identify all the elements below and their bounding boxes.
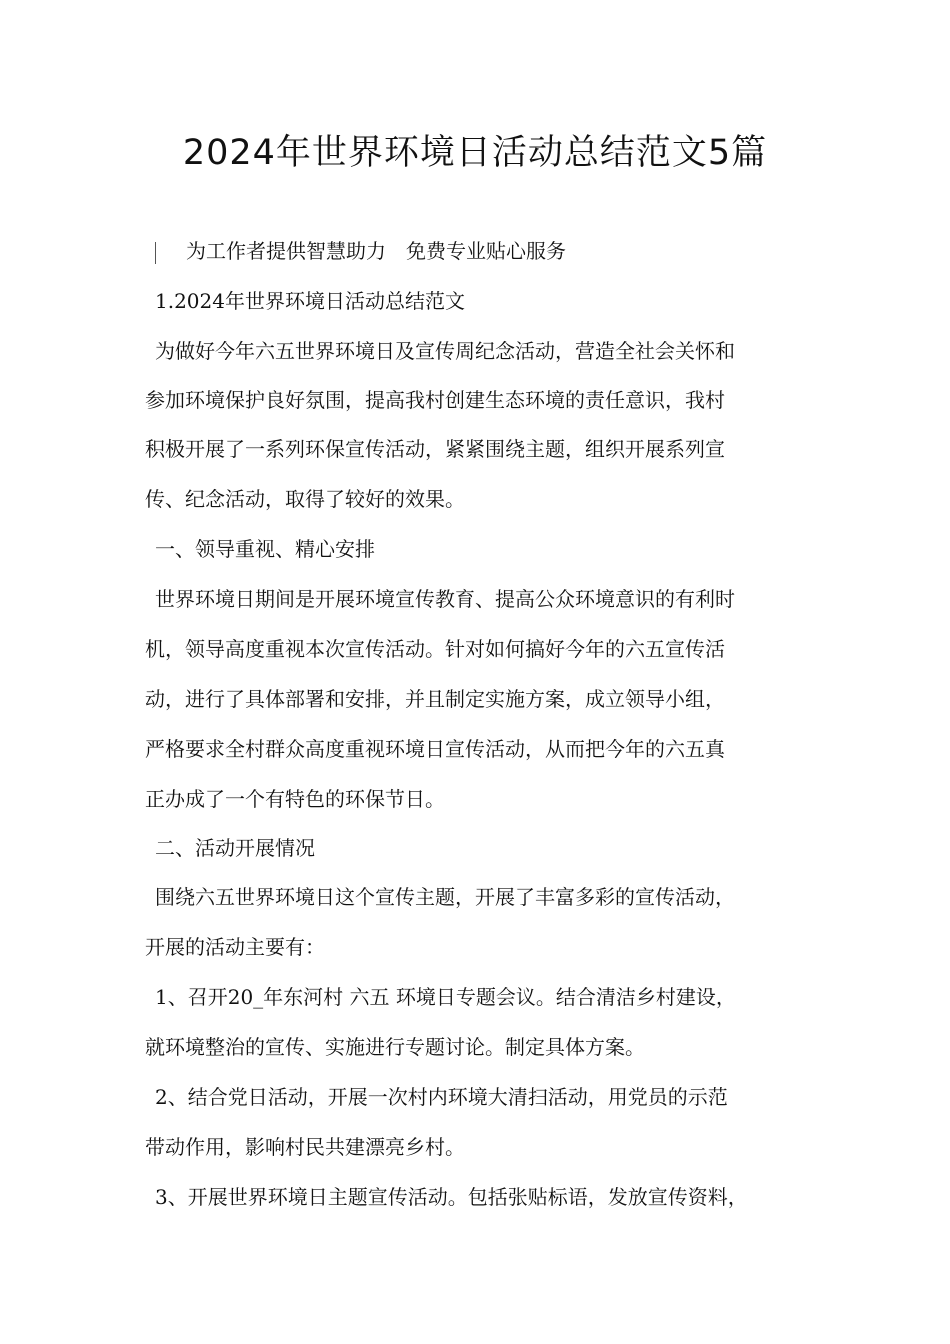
document-title: 2024年世界环境日活动总结范文5篇	[182, 133, 768, 173]
tagline-text: 为工作者提供智慧助力 免费专业贴心服务	[186, 239, 566, 263]
paragraph-line: 动，进行了具体部署和安排，并且制定实施方案，成立领导小组，	[145, 687, 725, 711]
paragraph-line: 传、纪念活动，取得了较好的效果。	[145, 487, 465, 511]
list-item: 1、召开20_年东河村 六五 环境日专题会议。结合清洁乡村建设，	[155, 985, 736, 1009]
paragraph-line: 世界环境日期间是开展环境宣传教育、提高公众环境意识的有利时	[155, 587, 735, 611]
paragraph-line: 正办成了一个有特色的环保节日。	[145, 787, 445, 811]
subheading-leadership: 一、领导重视、精心安排	[155, 537, 375, 561]
paragraph-line: 开展的活动主要有：	[145, 935, 325, 959]
section-heading-1: 1.2024年世界环境日活动总结范文	[155, 289, 465, 313]
paragraph-line: 机，领导高度重视本次宣传活动。针对如何搞好今年的六五宣传活	[145, 637, 725, 661]
list-item: 3、开展世界环境日主题宣传活动。包括张贴标语，发放宣传资料，	[155, 1185, 748, 1209]
list-item: 2、结合党日活动，开展一次村内环境大清扫活动，用党员的示范	[155, 1085, 728, 1109]
list-item-continuation: 带动作用，影响村民共建漂亮乡村。	[145, 1135, 465, 1159]
paragraph-line: 参加环境保护良好氛围，提高我村创建生态环境的责任意识，我村	[145, 388, 725, 412]
list-item-continuation: 就环境整治的宣传、实施进行专题讨论。制定具体方案。	[145, 1035, 645, 1059]
paragraph-line: 积极开展了一系列环保宣传活动，紧紧围绕主题，组织开展系列宣	[145, 437, 725, 461]
tagline-divider	[155, 242, 156, 264]
tagline	[155, 236, 566, 266]
paragraph-line: 围绕六五世界环境日这个宣传主题，开展了丰富多彩的宣传活动，	[155, 885, 735, 909]
paragraph-line: 严格要求全村群众高度重视环境日宣传活动，从而把今年的六五真	[145, 737, 725, 761]
paragraph-line: 为做好今年六五世界环境日及宣传周纪念活动，营造全社会关怀和	[155, 339, 735, 363]
subheading-activities: 二、活动开展情况	[155, 836, 315, 860]
